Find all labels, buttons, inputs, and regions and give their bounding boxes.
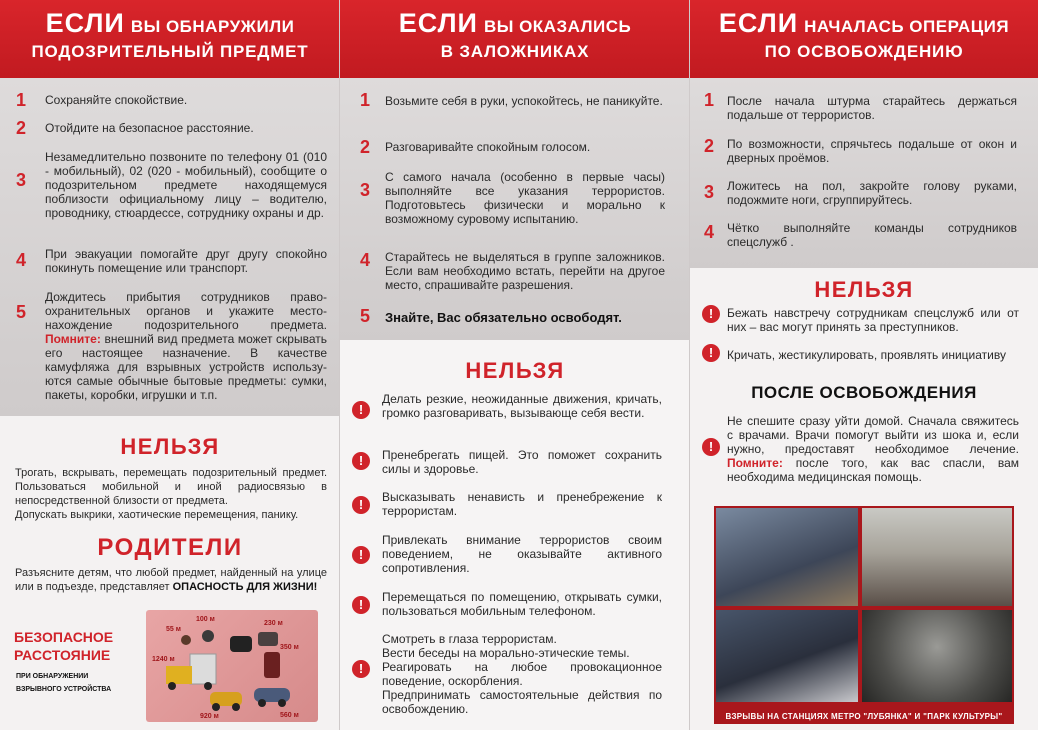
forbidden-title: НЕЛЬЗЯ	[814, 277, 914, 302]
safe-line1: БЕЗОПАСНОЕ	[14, 629, 114, 645]
step-number: 3	[16, 170, 27, 190]
forbidden-line: Реагировать на любое провокационное поведение, оскорбления.	[382, 660, 662, 688]
step-text: Разговаривайте спокойным голосом.	[385, 140, 591, 154]
forbidden-line: Смотреть в глаза террористам.	[382, 632, 557, 646]
step-number: 5	[16, 302, 27, 322]
panel-header	[340, 0, 690, 78]
photo-caption: ВЗРЫВЫ НА СТАНЦИЯХ МЕТРО "ЛУБЯНКА" И "ПАРК КУЛЬТУРЫ"	[725, 712, 1003, 721]
forbidden-item: Пренебрегать пищей. Это поможет сохранить силы и здоровье.	[382, 448, 662, 476]
header-big: ЕСЛИ	[398, 8, 478, 38]
forbidden-title: НЕЛЬЗЯ	[465, 358, 565, 383]
forbidden-item: Высказывать ненависть и пренебрежение к террористам.	[382, 490, 662, 518]
forbidden-text-2: Допускать выкрики, хаотические перемещения, панику.	[15, 509, 299, 521]
safe-line2: РАССТОЯНИЕ	[14, 647, 111, 663]
remember-label: Помните:	[45, 332, 101, 346]
photo-station-entrance	[862, 508, 1012, 606]
forbidden-item: Кричать, жестикулировать, проявлять инициативу	[727, 348, 1006, 362]
parents-body: Разъясните детям, что любой предмет, найденный на улице или в подъезде, представляет	[15, 567, 327, 593]
safe-distance-label	[14, 628, 113, 664]
distance-label: 920 м	[200, 713, 219, 720]
step-number: 1	[16, 90, 27, 110]
step-number: 2	[704, 136, 715, 156]
warning-icon: !	[352, 546, 370, 564]
warning-icon: !	[352, 496, 370, 514]
header-line2: ПОДОЗРИТЕЛЬНЫЙ ПРЕДМЕТ	[31, 42, 309, 61]
panel-hostages	[340, 0, 690, 730]
photo-metro-flowers	[716, 508, 858, 606]
photo-emergency-crew	[716, 610, 858, 702]
step-text	[45, 290, 327, 402]
forbidden-item: Перемещаться по помещению, открывать сумки, пользоваться мобильным телефоном.	[382, 590, 662, 618]
step-number: 1	[704, 90, 715, 110]
distance-label: 100 м	[196, 616, 215, 623]
panel-header	[0, 0, 340, 78]
step-text: При эвакуации помогайте друг другу спокойно покинуть помещение или транспорт.	[45, 247, 327, 275]
forbidden-line: Предпринимать самостоятельные действия по освобождению.	[382, 688, 662, 716]
panel-rescue-operation	[690, 0, 1038, 730]
after-release-text	[727, 414, 1019, 484]
safe-distance-diagram	[146, 610, 318, 722]
distance-label: 55 м	[166, 626, 181, 633]
warning-icon: !	[702, 344, 720, 362]
step-number: 3	[360, 180, 371, 200]
step-number: 4	[704, 222, 715, 242]
step-number: 5	[360, 306, 371, 326]
warning-icon: !	[352, 452, 370, 470]
header-big: ЕСЛИ	[718, 8, 799, 38]
warning-icon: !	[352, 596, 370, 614]
step-text: После начала штурма старайтесь держаться подальше от террористов.	[727, 94, 1017, 122]
parents-emph: ОПАСНОСТЬ ДЛЯ ЖИЗНИ!	[172, 581, 318, 593]
header-rest: НАЧАЛАСЬ ОПЕРАЦИЯ	[804, 17, 1010, 36]
warning-icon: !	[702, 438, 720, 456]
safe-distance-sub	[16, 670, 111, 696]
panel-suspicious-object	[0, 0, 340, 730]
safe-line4: ВЗРЫВНОГО УСТРОЙСТВА	[16, 686, 112, 693]
forbidden-text-1: Трогать, вскрывать, перемещать подозрительный предмет. Пользоваться мобильной и иной радиосвязью в непосредственной близости от предмета.	[15, 467, 327, 507]
vehicles-illustration	[146, 610, 318, 722]
photo-smoke-platform	[862, 610, 1012, 702]
distance-label: 230 м	[264, 620, 283, 627]
forbidden-item-list	[382, 632, 662, 716]
forbidden-line: Вести беседы на морально-этические темы.	[382, 646, 630, 660]
warning-icon: !	[702, 305, 720, 323]
header-line2: ПО ОСВОБОЖДЕНИЮ	[764, 42, 964, 61]
step-number: 4	[360, 250, 371, 270]
step-text: Возьмите себя в руки, успокойтесь, не паникуйте.	[385, 94, 663, 108]
step-number: 2	[16, 118, 27, 138]
step-text: Сохраняйте спокойствие.	[45, 93, 188, 107]
step-text: Чётко выполняйте команды сотрудников спецслужб .	[727, 221, 1017, 249]
step-number: 1	[360, 90, 371, 110]
step-text: С самого начала (особенно в первые часы) выполняйте все указания террористов. Подготовьтесь физически и морально к возможному суровому испытанию.	[385, 170, 665, 226]
photo-collage	[714, 506, 1014, 724]
forbidden-title: НЕЛЬЗЯ	[120, 434, 220, 459]
step-text: Ложитесь на пол, закройте голову руками, подожмите ноги, сгруппируйтесь.	[727, 179, 1017, 207]
warning-icon: !	[352, 660, 370, 678]
step-text-main: Дождитесь прибытия сотрудников право-охранительных органов и укажите место-нахождение подозрительного предмета.	[45, 290, 327, 332]
header-rest: ВЫ ОБНАРУЖИЛИ	[130, 17, 295, 36]
step-number: 4	[16, 250, 27, 270]
after-release-title: ПОСЛЕ ОСВОБОЖДЕНИЯ	[751, 383, 977, 402]
remember-text: внешний вид предмета может скрывать его настоящее назначение. В качестве камуфляжа для взрывных устройств использу-ются самые обычные бытовые предметы: сумки, пакеты, коробки, игрушки и т.п.	[45, 332, 327, 402]
step-text: Знайте, Вас обязательно освободят.	[385, 310, 622, 325]
warning-icon: !	[352, 401, 370, 419]
panel-header	[690, 0, 1038, 78]
header-rest: ВЫ ОКАЗАЛИСЬ	[483, 17, 632, 36]
step-text: Отойдите на безопасное расстояние.	[45, 121, 254, 135]
safe-line3: ПРИ ОБНАРУЖЕНИИ	[16, 673, 89, 680]
after-text: Не спешите сразу уйти домой. Сначала свяжитесь с врачами. Врачи помогут выйти из шока и, если нужно, предоставят необходимое лечение.	[727, 414, 1019, 456]
parents-text	[15, 566, 327, 594]
distance-label: 560 м	[280, 712, 299, 719]
distance-label: 1240 м	[152, 656, 175, 663]
parents-title: РОДИТЕЛИ	[97, 534, 243, 561]
header-big: ЕСЛИ	[45, 8, 125, 38]
step-text: Старайтесь не выделяться в группе заложников. Если вам необходимо встать, перейти на другое место, спрашивайте разрешения.	[385, 250, 665, 292]
step-text: По возможности, спрячьтесь подальше от окон и дверных проёмов.	[727, 137, 1017, 165]
forbidden-text	[15, 466, 327, 522]
after-remember-label: Помните:	[727, 456, 783, 470]
step-number: 3	[704, 182, 715, 202]
header-line2: В ЗАЛОЖНИКАХ	[440, 42, 590, 61]
forbidden-item: Привлекать внимание террористов своим поведением, не оказывайте активного сопротивления.	[382, 533, 662, 575]
after-remember-text: после того, как вас спасли, вам необходима медицинская помощь.	[727, 456, 1019, 484]
distance-label: 350 м	[280, 644, 299, 651]
forbidden-item: Бежать навстречу сотрудникам спецслужб или от них – вас могут принять за преступников.	[727, 306, 1019, 334]
forbidden-item: Делать резкие, неожиданные движения, кричать, громко разговаривать, вызывающе себя вести.	[382, 392, 662, 420]
step-text: Незамедлительно позвоните по телефону 01 (010 - мобильный), 02 (020 - мобильный), сообщите о подозрительном предмете находящемуся поблизости официальному лицу – водителю, проводнику, стюардессе, сотруднику охраны и др.	[45, 150, 327, 220]
step-number: 2	[360, 137, 371, 157]
